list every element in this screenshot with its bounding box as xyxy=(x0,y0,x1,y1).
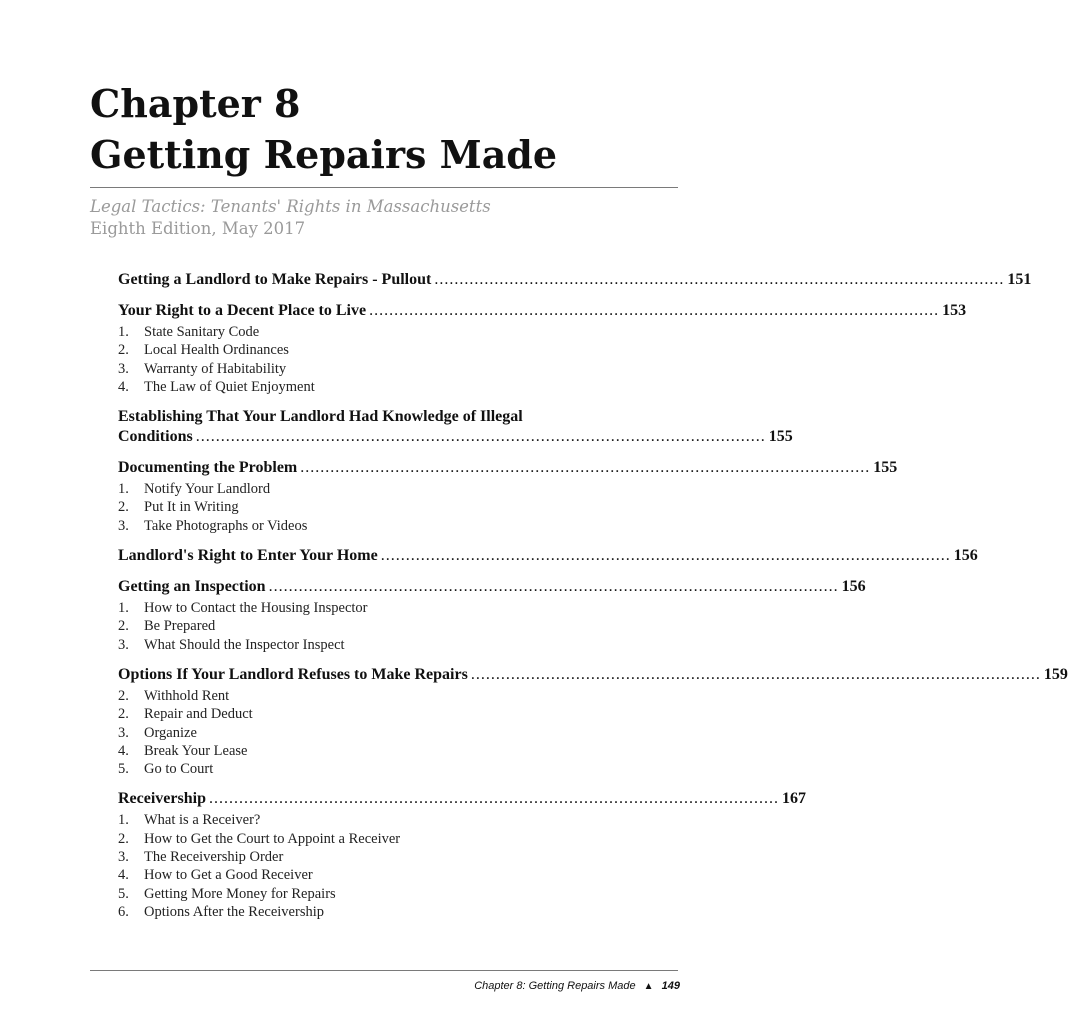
list-item-text: Notify Your Landlord xyxy=(144,481,271,498)
list-item xyxy=(118,498,681,516)
list-item-number: 3. xyxy=(118,360,129,377)
list-item-text: What Should the Inspector Inspect xyxy=(144,636,345,653)
list-item xyxy=(118,687,681,705)
toc-entry-title-line2: Conditions xyxy=(118,428,193,446)
title-divider xyxy=(90,187,678,188)
toc-entry[interactable] xyxy=(118,407,793,447)
list-item-text: Repair and Deduct xyxy=(144,706,253,723)
list-item xyxy=(118,848,681,866)
list-item-number: 3. xyxy=(118,636,129,653)
list-item-number: 3. xyxy=(118,517,129,534)
toc-entry[interactable] xyxy=(118,577,866,597)
chapter-title xyxy=(90,78,557,180)
list-item xyxy=(118,341,681,359)
list-item xyxy=(118,378,681,396)
leader-dots: .................................................................................................................. xyxy=(208,790,779,808)
list-item xyxy=(118,323,681,341)
toc-entry[interactable] xyxy=(118,546,978,566)
list-item xyxy=(118,811,681,829)
toc-entry-page: 153 xyxy=(942,302,967,319)
toc-entry-page: 155 xyxy=(873,459,898,477)
toc-section xyxy=(118,458,898,535)
toc-subitems xyxy=(118,811,681,921)
toc-entry-title: Getting a Landlord to Make Repairs - Pullout xyxy=(118,271,432,288)
toc-entry-page: 167 xyxy=(781,790,806,808)
book-title: Legal Tactics: Tenants' Rights in Massachusetts xyxy=(90,197,491,216)
list-item-text: How to Get the Court to Appoint a Receiver xyxy=(144,830,401,847)
list-item xyxy=(118,724,681,742)
list-item-text: How to Contact the Housing Inspector xyxy=(144,600,368,617)
list-item xyxy=(118,636,681,654)
list-item-number: 1. xyxy=(118,812,129,829)
toc-entry-title: Your Right to a Decent Place to Live xyxy=(118,302,367,319)
list-item-text: The Receivership Order xyxy=(144,849,284,866)
table-of-contents xyxy=(118,270,1068,932)
book-edition: Eighth Edition, May 2017 xyxy=(90,219,306,238)
list-item-number: 1. xyxy=(118,481,129,498)
list-item xyxy=(118,617,681,635)
list-item-number: 5. xyxy=(118,761,129,778)
list-item-number: 2. xyxy=(118,618,129,635)
list-item-number: 2. xyxy=(118,499,129,516)
list-item-text: Go to Court xyxy=(144,761,214,778)
toc-entry[interactable] xyxy=(118,458,898,478)
leader-dots: .................................................................................................................. xyxy=(470,665,1041,683)
list-item-text: Local Health Ordinances xyxy=(144,342,289,359)
list-item-text: Break Your Lease xyxy=(144,742,248,759)
list-item xyxy=(118,903,681,921)
page-footer xyxy=(474,980,680,992)
list-item-number: 2. xyxy=(118,706,129,723)
leader-dots: .................................................................................................................. xyxy=(268,578,839,596)
list-item-number: 1. xyxy=(118,600,129,617)
toc-section xyxy=(118,577,866,654)
list-item-text: Withhold Rent xyxy=(144,687,230,704)
toc-subitems xyxy=(118,323,681,396)
list-item-number: 3. xyxy=(118,849,129,866)
toc-subitems xyxy=(118,687,681,778)
list-item-text: Warranty of Habitability xyxy=(144,360,287,377)
toc-entry[interactable] xyxy=(118,301,967,321)
list-item xyxy=(118,599,681,617)
toc-entry-title-line1: Establishing That Your Landlord Had Knowledge of Illegal xyxy=(118,408,523,426)
chapter-number: Chapter 8 xyxy=(90,81,301,126)
toc-entry[interactable] xyxy=(118,270,1032,290)
toc-subitems xyxy=(118,599,681,654)
list-item-text: What is a Receiver? xyxy=(144,812,261,829)
toc-section xyxy=(118,270,1032,290)
toc-entry-title: Landlord's Right to Enter Your Home xyxy=(118,547,378,565)
list-item-number: 2. xyxy=(118,687,129,704)
toc-entry-page: 151 xyxy=(1007,271,1032,288)
toc-section xyxy=(118,789,806,921)
list-item xyxy=(118,517,681,535)
toc-entry[interactable] xyxy=(118,789,806,809)
footer-divider xyxy=(90,970,678,971)
list-item-text: Put It in Writing xyxy=(144,499,239,516)
page-number: 149 xyxy=(661,980,680,992)
list-item xyxy=(118,480,681,498)
list-item-text: Be Prepared xyxy=(144,618,216,635)
list-item-text: How to Get a Good Receiver xyxy=(144,867,313,884)
toc-section xyxy=(118,301,967,396)
triangle-icon: ▲ xyxy=(643,981,654,992)
toc-entry-title: Getting an Inspection xyxy=(118,578,266,596)
toc-section xyxy=(118,665,1068,778)
list-item-number: 5. xyxy=(118,885,129,902)
toc-entry-title: Options If Your Landlord Refuses to Make Repairs xyxy=(118,665,468,683)
toc-section xyxy=(118,546,978,566)
chapter-name: Getting Repairs Made xyxy=(90,132,558,177)
list-item xyxy=(118,742,681,760)
toc-subitems xyxy=(118,480,681,535)
toc-entry[interactable] xyxy=(118,665,1068,685)
list-item-number: 2. xyxy=(118,830,129,847)
list-item-number: 4. xyxy=(118,378,129,395)
toc-section xyxy=(118,407,793,447)
list-item-number: 2. xyxy=(118,342,129,359)
list-item xyxy=(118,705,681,723)
leader-dots: .................................................................................................................. xyxy=(195,428,766,446)
list-item-text: State Sanitary Code xyxy=(144,324,260,340)
list-item xyxy=(118,830,681,848)
list-item-text: Take Photographs or Videos xyxy=(144,517,308,534)
leader-dots: .................................................................................................................. xyxy=(369,302,940,319)
list-item-number: 4. xyxy=(118,742,129,759)
list-item-text: Organize xyxy=(144,724,197,741)
leader-dots: .................................................................................................................. xyxy=(300,459,871,477)
leader-dots: .................................................................................................................. xyxy=(434,271,1005,288)
list-item xyxy=(118,760,681,778)
list-item xyxy=(118,360,681,378)
toc-entry-page: 156 xyxy=(953,547,978,565)
list-item-text: Options After the Receivership xyxy=(144,903,324,920)
toc-entry-title: Documenting the Problem xyxy=(118,459,298,477)
list-item xyxy=(118,866,681,884)
book-subtitle xyxy=(90,196,491,240)
list-item-number: 1. xyxy=(118,324,129,340)
footer-label: Chapter 8: Getting Repairs Made xyxy=(474,980,636,992)
list-item-text: The Law of Quiet Enjoyment xyxy=(144,378,315,395)
list-item-number: 4. xyxy=(118,867,129,884)
leader-dots: .................................................................................................................. xyxy=(380,547,951,565)
list-item xyxy=(118,885,681,903)
list-item-number: 6. xyxy=(118,903,129,920)
toc-entry-page: 155 xyxy=(768,428,793,446)
list-item-number: 3. xyxy=(118,724,129,741)
toc-entry-page: 156 xyxy=(841,578,866,596)
toc-entry-title: Receivership xyxy=(118,790,206,808)
toc-entry-page: 159 xyxy=(1043,665,1068,683)
list-item-text: Getting More Money for Repairs xyxy=(144,885,336,902)
